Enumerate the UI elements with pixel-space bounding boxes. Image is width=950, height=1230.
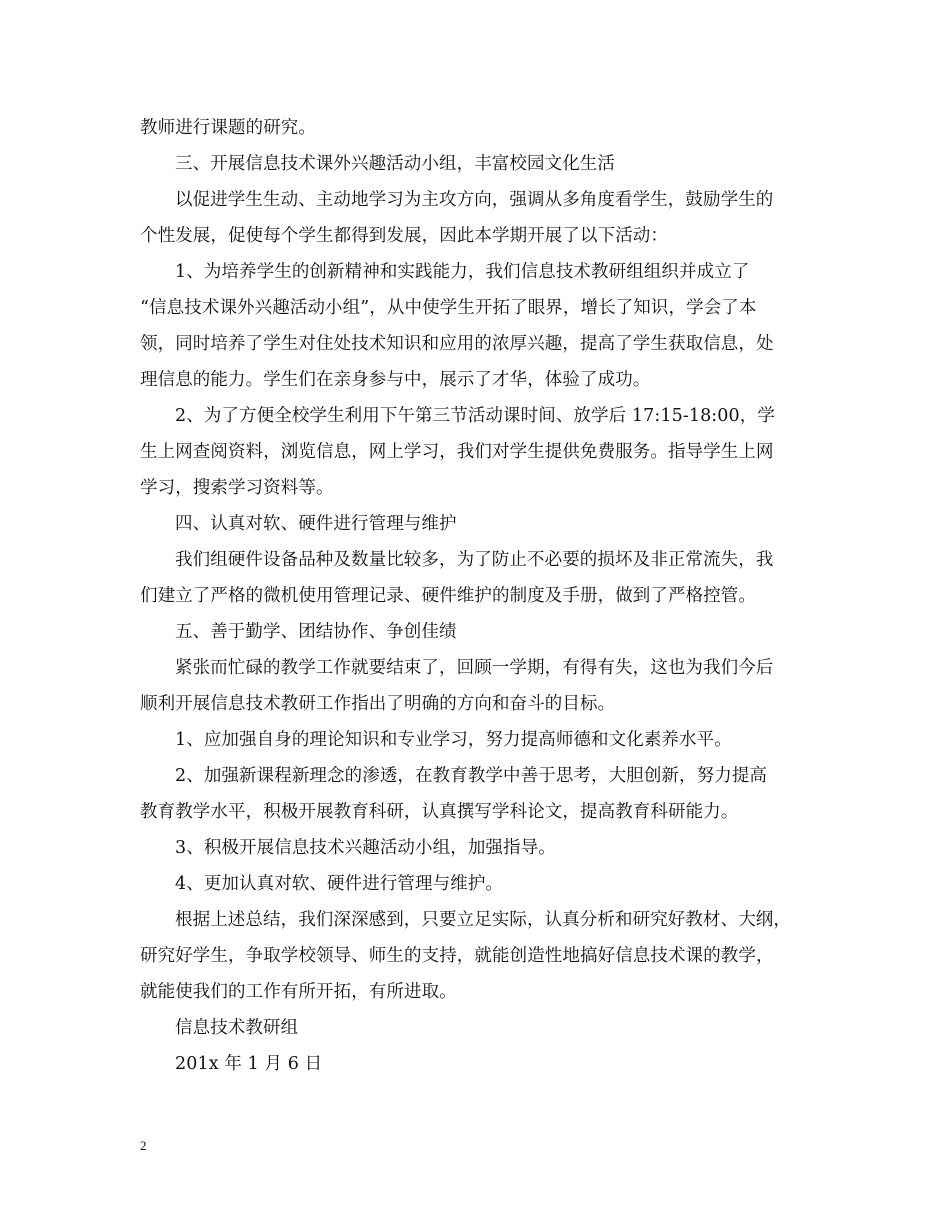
text-line: 教育教学水平，积极开展教育科研，认真撰写学科论文，提高教育科研能力。 [140,802,739,822]
text-line: 们建立了严格的微机使用管理记录、硬件维护的制度及手册，做到了严格控管。 [140,586,756,606]
list-item-3: 3、积极开展信息技术兴趣活动小组，加强指导。 [175,838,556,858]
list-item-1: 1、为培养学生的创新精神和实践能力，我们信息技术教研组组织并成立了 [175,262,750,282]
list-item-4: 4、更加认真对软、硬件进行管理与维护。 [175,874,504,894]
text-line: 学习，搜索学习资料等。 [140,478,334,498]
list-item-1: 1、应加强自身的理论知识和专业学习，努力提高师德和文化素养水平。 [175,730,732,750]
text-line: 研究好学生，争取学校领导、师生的支持，就能创造性地搞好信息技术课的教学， [140,946,774,966]
text-line: 个性发展，促使每个学生都得到发展，因此本学期开展了以下活动： [140,226,668,246]
text-line: 理信息的能力。学生们在亲身参与中，展示了才华，体验了成功。 [140,370,651,390]
text-line: 就能使我们的工作有所开拓，有所进取。 [140,982,457,1002]
text-line: 我们组硬件设备品种及数量比较多，为了防止不必要的损坏及非正常流失，我 [175,550,774,570]
text-line: 根据上述总结，我们深深感到，只要立足实际，认真分析和研究好教材、大纲， [175,910,791,930]
text-line: 紧张而忙碌的教学工作就要结束了，回顾一学期，有得有失，这也为我们今后 [175,658,774,678]
list-item-2: 2、为了方便全校学生利用下午第三节活动课时间、放学后 17:15-18:00，学 [175,406,775,426]
text-line: 顺利开展信息技术教研工作指出了明确的方向和奋斗的目标。 [140,694,616,714]
text-line: “信息技术课外兴趣活动小组”，从中使学生开拓了眼界，增长了知识，学会了本 [140,298,757,318]
section-heading-3: 三、开展信息技术课外兴趣活动小组，丰富校园文化生活 [175,154,615,174]
list-item-2: 2、加强新课程新理念的渗透，在教育教学中善于思考，大胆创新，努力提高 [175,766,768,786]
text-line: 生上网查阅资料，浏览信息，网上学习，我们对学生提供免费服务。指导学生上网 [140,442,774,462]
text-line: 以促进学生生动、主动地学习为主攻方向，强调从多角度看学生，鼓励学生的 [175,190,774,210]
signature-organization: 信息技术教研组 [175,1018,299,1038]
text-line: 领，同时培养了学生对住处技术知识和应用的浓厚兴趣，提高了学生获取信息，处 [140,334,774,354]
text-line: 教师进行课题的研究。 [140,118,316,138]
section-heading-4: 四、认真对软、硬件进行管理与维护 [175,514,457,534]
signature-date: 201x 年 1 月 6 日 [175,1054,323,1074]
section-heading-5: 五、善于勤学、团结协作、争创佳绩 [175,622,457,642]
page-number: 2 [140,1138,147,1153]
